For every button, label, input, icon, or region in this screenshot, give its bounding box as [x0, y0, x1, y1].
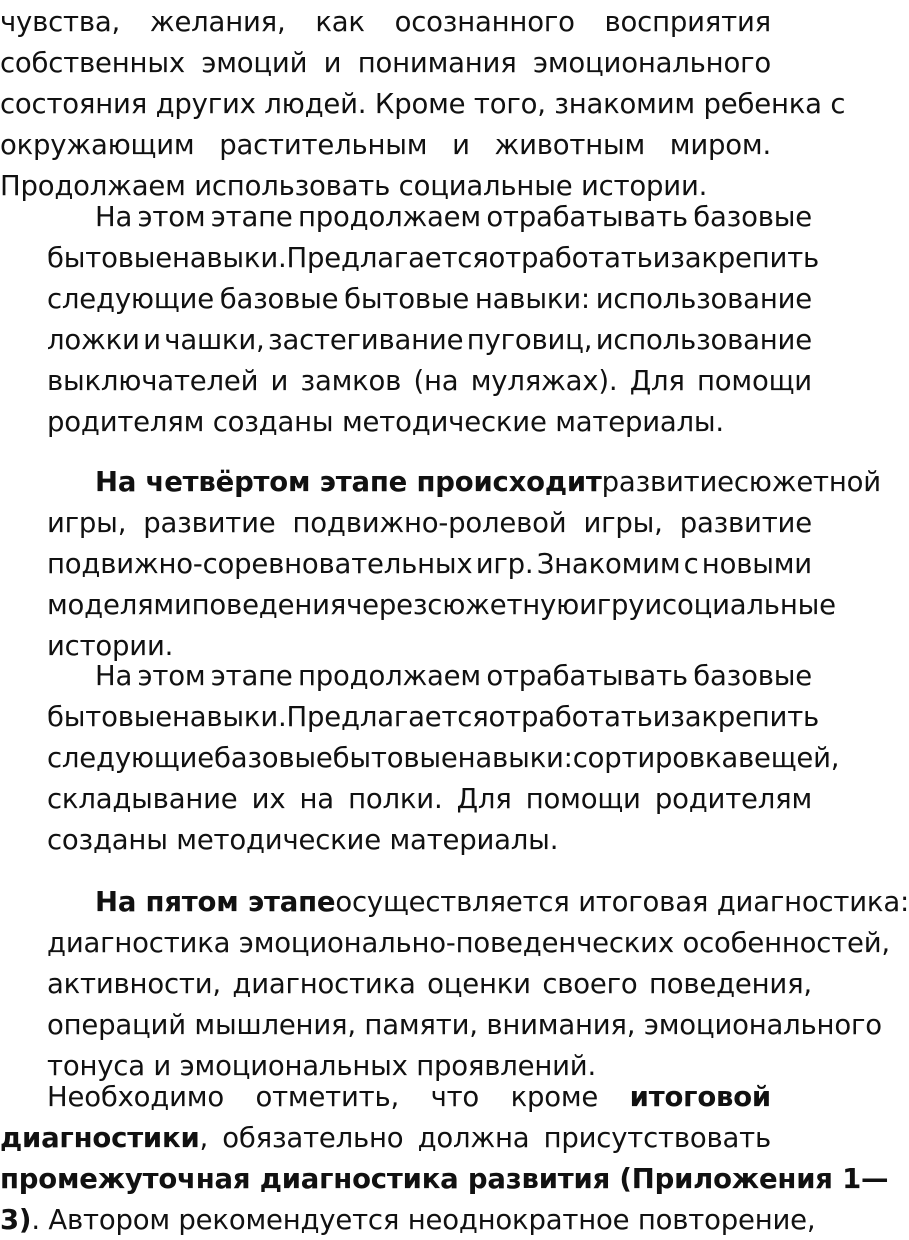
- word: ложки: [47, 324, 140, 356]
- word: закрепить: [670, 701, 820, 733]
- word: игры,: [47, 507, 127, 539]
- word: сюжетную: [427, 589, 580, 621]
- text-line: [47, 544, 812, 584]
- bold-text: На четвёртом этапе происходит: [95, 466, 602, 498]
- word: отрабатывать: [486, 201, 688, 233]
- text-line: [47, 738, 840, 778]
- word: поведения: [191, 589, 347, 621]
- word: продолжаем: [297, 201, 481, 233]
- word: чувства,: [0, 6, 121, 38]
- word: подвижно-ролевой: [292, 507, 567, 539]
- word: и: [270, 365, 289, 397]
- word: бытовые: [344, 283, 470, 315]
- word: собственных: [0, 47, 185, 79]
- word: Необходимо: [47, 1081, 224, 1113]
- word: следующие: [47, 283, 214, 315]
- word: навыки:: [474, 283, 590, 315]
- word: и: [652, 242, 671, 274]
- word: как: [315, 6, 365, 38]
- word: бытовые: [47, 701, 172, 733]
- text-line: [47, 779, 812, 819]
- word: выключателей: [47, 365, 259, 397]
- word: навыки.: [171, 242, 287, 274]
- word: и: [143, 324, 161, 356]
- word: подвижно-соревновательных: [47, 548, 473, 580]
- word: . Автором рекомендуется неоднократное повторение,: [31, 1204, 816, 1236]
- bold-text: На пятом этапе: [95, 886, 336, 918]
- word: сортировка: [572, 742, 738, 774]
- word: кроме: [510, 1081, 599, 1113]
- word: базовые: [213, 742, 333, 774]
- word: своего: [542, 968, 638, 1000]
- word: На: [95, 660, 133, 692]
- word: бытовые: [332, 742, 458, 774]
- word: должна: [417, 1122, 530, 1154]
- text-line: [0, 1118, 771, 1158]
- word: осуществляется итоговая диагностика:: [335, 886, 909, 918]
- word: этапе: [210, 201, 293, 233]
- word: новыми: [701, 548, 812, 580]
- text-line: истории.: [47, 630, 174, 662]
- word: отработать: [488, 242, 653, 274]
- text-line: [47, 1077, 771, 1117]
- word: игр.: [475, 548, 534, 580]
- text-line: [47, 238, 820, 278]
- word: помощи: [697, 365, 812, 397]
- word: отрабатывать: [486, 660, 688, 692]
- paragraph-lead-line: [95, 462, 881, 502]
- text-line: Продолжаем использовать социальные истории.: [0, 170, 708, 202]
- text-line: [0, 1200, 816, 1240]
- word: Для: [456, 783, 512, 815]
- word: помощи: [525, 783, 641, 815]
- text-line: диагностика эмоционально-поведенческих особенностей,: [47, 927, 890, 959]
- word: и: [323, 47, 342, 79]
- word: базовые: [693, 660, 812, 692]
- word: (на: [413, 365, 459, 397]
- word: игру: [579, 589, 645, 621]
- word: использование: [595, 283, 812, 315]
- word: полки.: [348, 783, 443, 815]
- word: отметить,: [255, 1081, 400, 1113]
- word: этом: [137, 660, 206, 692]
- word: пуговиц,: [466, 324, 593, 356]
- word: вещей,: [737, 742, 840, 774]
- text-line: [0, 125, 771, 165]
- word: поведения,: [648, 968, 812, 1000]
- word: следующие: [47, 742, 214, 774]
- word: чашки,: [164, 324, 265, 356]
- text-line: [95, 197, 812, 237]
- text-line: [95, 656, 812, 696]
- text-line: родителям созданы методические материалы.: [47, 406, 724, 438]
- word: моделями: [47, 589, 192, 621]
- word: их: [251, 783, 286, 815]
- word: На: [95, 201, 133, 233]
- word: развитие: [679, 507, 812, 539]
- word: социальные: [662, 589, 836, 621]
- word: этапе: [210, 660, 293, 692]
- word: эмоций: [201, 47, 308, 79]
- word: Для: [629, 365, 685, 397]
- word: развитие: [601, 466, 734, 498]
- paragraph-lead-line: [95, 882, 909, 922]
- word: игры,: [583, 507, 663, 539]
- word: муляжах).: [470, 365, 618, 397]
- word: Предлагается: [286, 701, 489, 733]
- word: растительным: [219, 129, 428, 161]
- text-line: [0, 43, 771, 83]
- text-line: тонуса и эмоциональных проявлений.: [47, 1050, 597, 1082]
- text-line: [47, 964, 812, 1004]
- text-line: созданы методические материалы.: [47, 824, 559, 856]
- bold-text: диагностики: [0, 1122, 200, 1154]
- word: и: [452, 129, 470, 161]
- text-line: [47, 361, 812, 401]
- word-group: [0, 1118, 208, 1158]
- word: закрепить: [670, 242, 820, 274]
- word: присутствовать: [543, 1122, 771, 1154]
- text-line: [0, 2, 771, 42]
- text-line: [0, 1159, 889, 1199]
- text-line: [47, 585, 836, 625]
- word: оценки: [427, 968, 531, 1000]
- word: осознанного: [394, 6, 575, 38]
- word: отработать: [488, 701, 653, 733]
- word: Предлагается: [286, 242, 489, 274]
- word: базовые: [693, 201, 812, 233]
- word: базовые: [219, 283, 339, 315]
- word: бытовые: [47, 242, 172, 274]
- word: диагностика: [232, 968, 416, 1000]
- bold-text: итоговой: [629, 1081, 771, 1113]
- word: навыки.: [171, 701, 287, 733]
- word: родителям: [654, 783, 812, 815]
- word: ,: [199, 1122, 209, 1154]
- word: использование: [595, 324, 812, 356]
- bold-text: промежуточная диагностика развития (Приложения 1—: [0, 1163, 889, 1195]
- word: понимания: [357, 47, 517, 79]
- word: желания,: [149, 6, 286, 38]
- word: Знакомим: [536, 548, 681, 580]
- word: через: [346, 589, 428, 621]
- word: миром.: [669, 129, 771, 161]
- text-line: [47, 279, 812, 319]
- text-line: [47, 503, 812, 543]
- text-line: операций мышления, памяти, внимания, эмоционального: [47, 1009, 882, 1041]
- text-line: состояния других людей. Кроме того, знакомим ребенка с: [0, 88, 846, 120]
- word: замков: [300, 365, 402, 397]
- text-line: [47, 320, 812, 360]
- word: навыки:: [457, 742, 573, 774]
- word: что: [430, 1081, 480, 1113]
- word: застегивание: [268, 324, 464, 356]
- word: продолжаем: [297, 660, 481, 692]
- text-line: [47, 697, 820, 737]
- word: животным: [494, 129, 646, 161]
- word: складывание: [47, 783, 238, 815]
- word: окружающим: [0, 129, 195, 161]
- bold-text: 3): [0, 1204, 32, 1236]
- word: развитие: [143, 507, 276, 539]
- word: с: [683, 548, 699, 580]
- word: обязательно: [222, 1122, 404, 1154]
- word: на: [299, 783, 334, 815]
- word: активности,: [47, 968, 221, 1000]
- word: и: [652, 701, 671, 733]
- word: эмоционального: [532, 47, 771, 79]
- word: восприятия: [604, 6, 771, 38]
- word: и: [644, 589, 663, 621]
- word: сюжетной: [733, 466, 881, 498]
- word: этом: [137, 201, 206, 233]
